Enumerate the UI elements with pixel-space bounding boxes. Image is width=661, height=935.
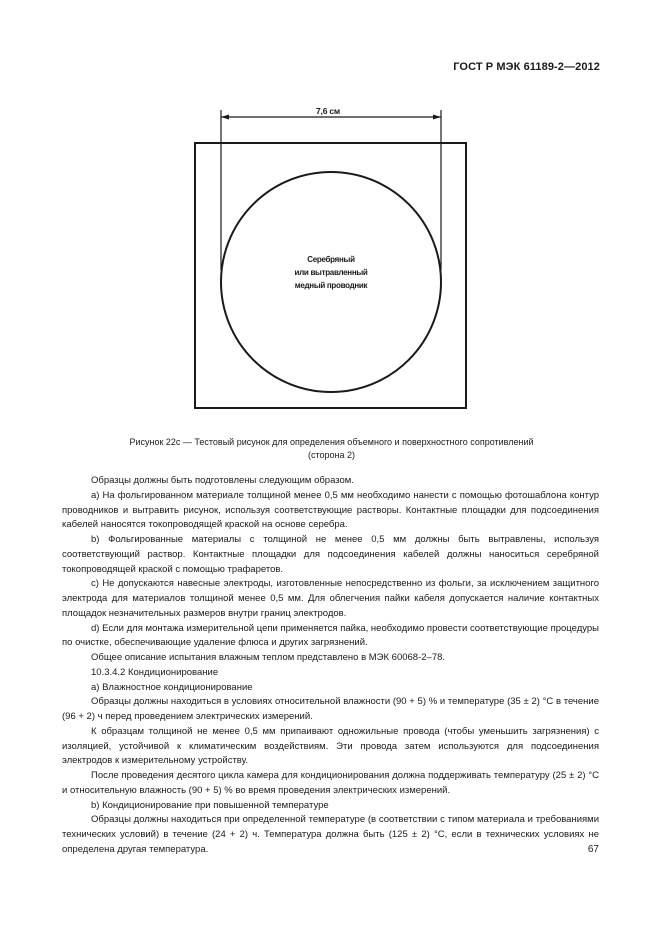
paragraph: К образцам толщиной не менее 0,5 мм припаивают одножильные провода (чтобы уменьшить загрязнения) с изоляцией, устойчивой к климатическим воздействиям. Эти провода затем используются для подсоединения электродов к измерительному устройству. xyxy=(62,725,599,767)
paragraph: с) Не допускаются навесные электроды, изготовленные непосредственно из фольги, за исключением защитного электрода для материалов толщиной менее 0,5 мм. Для облегчения пайки кабеля допускается наличие контактных площадок незначительных размеров внутри границ электродов. xyxy=(62,578,599,619)
conductor-label-line: или вытравленный xyxy=(294,268,368,277)
dimension-arrow-left xyxy=(221,115,229,120)
conductor-label xyxy=(271,253,391,292)
paragraph: b) Фольгированные материалы с толщиной не менее 0,5 мм должны быть вытравлены, используя соответствующий раствор. Контактные площадки для подсоединения кабелей должны наноситься серебряной токопроводящей краской с помощью трафаретов. xyxy=(62,534,599,575)
section-heading: 10.3.4.2 Кондиционирование xyxy=(91,666,219,678)
document-standard-header: ГОСТ Р МЭК 61189-2—2012 xyxy=(453,61,600,73)
caption-title: Рисунок 22с — Тестовый рисунок для определения объемного и поверхностного сопротивлений xyxy=(129,437,534,447)
dimension-arrow-right xyxy=(433,115,441,120)
paragraph: Образцы должны находиться при определенной температуре (в соответствии с типом материала и требованиями технических условий) в течение (24 + 2) ч. Температура должна быть (125 ± 2) °С, если в технических условиях не определена другая температура. xyxy=(62,814,599,855)
figure-caption xyxy=(60,436,603,462)
subsection-heading: а) Влажностное кондиционирование xyxy=(91,681,253,693)
paragraph: Образцы должны находиться в условиях относительной влажности (90 + 5) % и температуре (35 ± 2) °С в течение (96 + 2) ч перед проведением электрических измерений. xyxy=(62,696,599,722)
conductor-label-line: медный проводник xyxy=(294,281,368,290)
paragraph: d) Если для монтажа измерительной цепи применяется пайка, необходимо провести соответствующие процедуры по очистке, обеспечивающие удаление флюса и других загрязнений. xyxy=(62,622,599,649)
dimension-label: 7,6 см xyxy=(316,106,340,116)
conductor-label-line: Серебряный xyxy=(307,255,355,264)
subsection-heading: b) Кондиционирование при повышенной температуре xyxy=(91,799,329,811)
paragraph: Образцы должны быть подготовлены следующим образом. xyxy=(91,475,354,486)
paragraph: а) На фольгированном материале толщиной менее 0,5 мм необходимо нанести с помощью фотошаблона контур проводников и вытравить рисунок, используя соответствующие растворы. Контактные площадки для подсоединения кабелей наносятся токопроводящей краской на основе серебра. xyxy=(62,489,599,531)
page-number: 67 xyxy=(587,844,599,855)
body-text xyxy=(62,474,599,858)
paragraph: Общее описание испытания влажным теплом представлено в МЭК 60068-2–78. xyxy=(91,652,446,663)
paragraph: После проведения десятого цикла камера для кондиционирования должна поддерживать температуру (25 ± 2) °С и относительную влажность (90 + 5) % во время проведения электрических измерений. xyxy=(62,770,599,796)
caption-subtitle: (сторона 2) xyxy=(307,450,355,460)
